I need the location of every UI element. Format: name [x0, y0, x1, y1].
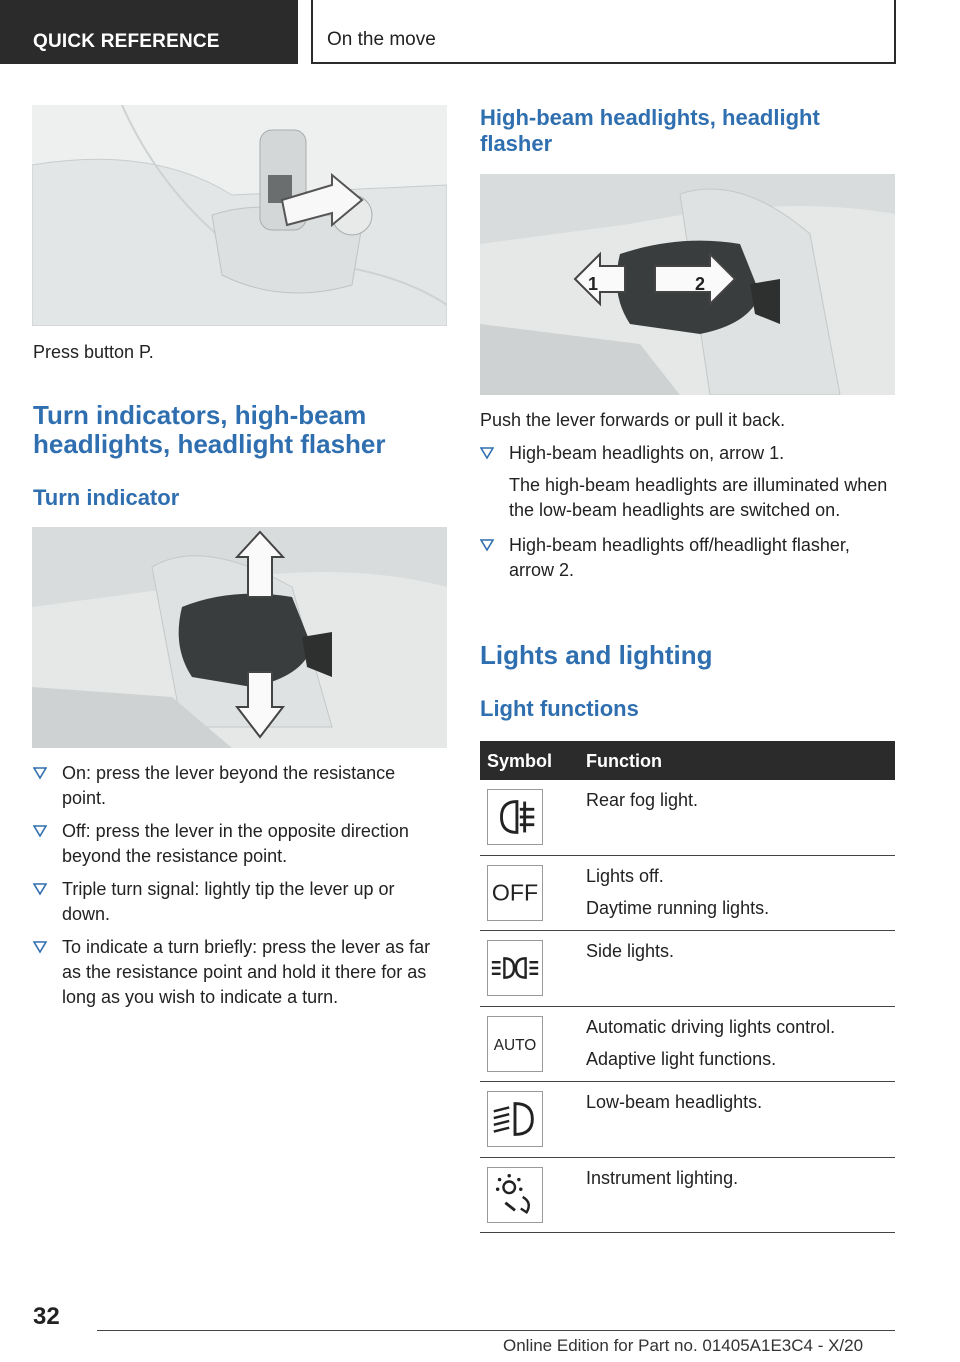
turn-indicator-subheading: Turn indicator — [33, 485, 180, 510]
press-button-p-text: Press button P. — [33, 342, 154, 362]
turn-indicators-heading: Turn indicators, high-beam headlights, headlight flasher — [33, 400, 386, 459]
triangle-bullet-icon — [33, 882, 47, 896]
table-row — [480, 1007, 895, 1083]
section-tab: QUICK REFERENCE — [0, 0, 298, 64]
arrow-label-2: 2 — [695, 274, 706, 294]
svg-text:AUTO: AUTO — [493, 1036, 537, 1054]
table-row — [480, 1158, 895, 1234]
symbol-column-header: Symbol — [487, 751, 553, 771]
list-item: High-beam headlights off/headlight flasher, arrow 2. — [480, 533, 890, 583]
lever-intro-text: Push the lever forwards or pull it back. — [480, 410, 786, 430]
lights-heading: Lights and lighting — [480, 640, 713, 670]
function-text: Automatic driving lights control. Adaptive light functions. — [586, 1016, 836, 1069]
table-row — [480, 1082, 895, 1158]
page-number: 32 — [33, 1303, 60, 1330]
function-text: Instrument lighting. — [586, 1167, 739, 1188]
low-beam-icon — [487, 1091, 543, 1147]
instrument-lighting-icon — [487, 1167, 543, 1223]
triangle-bullet-icon — [480, 446, 494, 460]
table-row — [480, 931, 895, 1007]
side-lights-icon — [487, 940, 543, 996]
function-column-header: Function — [586, 751, 662, 771]
triangle-bullet-icon — [480, 538, 494, 552]
turn-indicator-list — [33, 761, 438, 1018]
edition-text: Online Edition for Part no. 01405A1E3C4 - X/20 — [503, 1336, 864, 1355]
rear-fog-light-icon — [487, 789, 543, 845]
auto-icon — [487, 1016, 543, 1072]
list-item: Off: press the lever in the opposite direction beyond the resistance point. — [33, 819, 438, 869]
gear-selector-figure — [32, 105, 447, 326]
list-item: Triple turn signal: lightly tip the lever up or down. — [33, 877, 438, 927]
off-icon — [487, 865, 543, 921]
svg-text:OFF: OFF — [491, 879, 539, 906]
triangle-bullet-icon — [33, 824, 47, 838]
chapter-title: On the move — [311, 0, 896, 64]
table-row — [480, 856, 895, 932]
list-item: High-beam headlights on, arrow 1. The high-beam headlights are illuminated when the low-beam headlights are switched on. — [480, 441, 890, 523]
triangle-bullet-icon — [33, 766, 47, 780]
light-functions-table — [480, 741, 895, 1233]
list-item: On: press the lever beyond the resistance point. — [33, 761, 438, 811]
table-row — [480, 780, 895, 856]
function-text: Rear fog light. — [586, 790, 699, 810]
turn-indicator-lever-figure — [32, 527, 447, 748]
function-text: Side lights. — [586, 941, 675, 961]
light-functions-subheading: Light functions — [480, 696, 639, 721]
high-beam-list — [480, 441, 890, 591]
footer-divider — [97, 1330, 895, 1331]
high-beam-lever-figure — [480, 174, 895, 395]
high-beam-heading: High-beam headlights, headlight flasher — [480, 105, 820, 156]
function-text: Lights off. Daytime running lights. — [586, 865, 770, 918]
triangle-bullet-icon — [33, 940, 47, 954]
function-text: Low-beam headlights. — [586, 1092, 763, 1112]
arrow-label-1: 1 — [588, 274, 599, 294]
list-item: To indicate a turn briefly: press the lever as far as the resistance point and hold it there for as long as you wish to indicate a turn. — [33, 935, 438, 1010]
table-header — [480, 741, 895, 780]
